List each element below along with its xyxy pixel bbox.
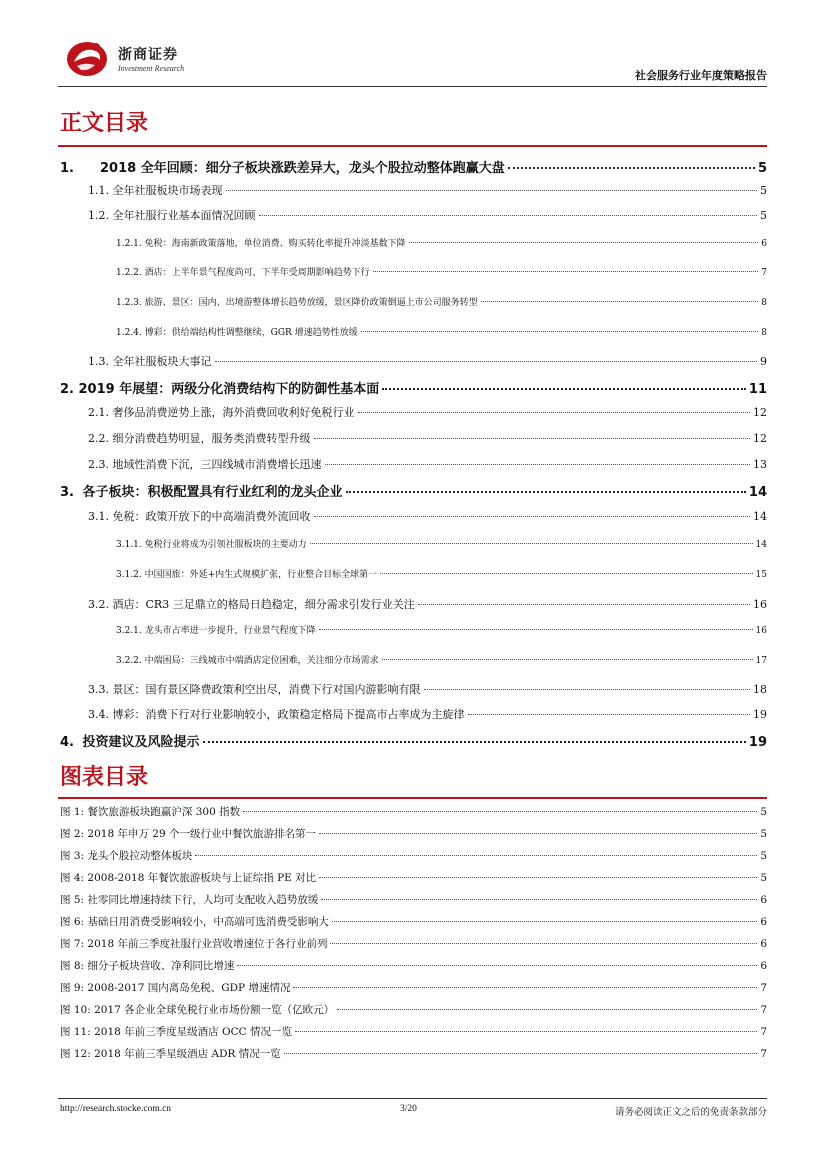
logo-english-text: Investment Research [118, 64, 185, 73]
toc-entry[interactable]: 1.2.4. 博彩：供给端结构性调整继续，GGR 增速趋势性放缓 8 [116, 328, 767, 338]
figure-entry[interactable]: 图 7: 2018 年前三季度社服行业营收增速位于各行业前列 6 [60, 938, 767, 950]
toc-entry[interactable]: 2.3. 地域性消费下沉，三四线城市消费增长迅速 13 [88, 458, 767, 471]
toc-entry[interactable]: 3. 各子板块：积极配置具有行业红利的龙头企业 14 [60, 485, 767, 500]
figure-entry[interactable]: 图 2: 2018 年申万 29 个一级行业中餐饮旅游排名第一 5 [60, 828, 767, 840]
toc-entry[interactable]: 1.2. 全年社服行业基本面情况回顾 5 [88, 209, 767, 222]
toc-entry[interactable]: 1.2.2. 酒店：上半年景气程度尚可，下半年受周期影响趋势下行 7 [116, 268, 767, 278]
figure-entry[interactable]: 图 12: 2018 年前三季星级酒店 ADR 情况一览 7 [60, 1048, 767, 1060]
figure-entry[interactable]: 图 10: 2017 各企业全球免税行业市场份额一览（亿欧元） 7 [60, 1004, 767, 1016]
toc-entry[interactable]: 3.1.1. 免税行业将成为引领社服板块的主要动力 14 [116, 540, 767, 550]
toc-entry[interactable]: 3.4. 博彩：消费下行对行业影响较小，政策稳定格局下提高市占率成为主旋律 19 [88, 708, 767, 721]
figure-entry[interactable]: 图 1: 餐饮旅游板块跑赢沪深 300 指数 5 [60, 806, 767, 818]
toc-entry[interactable]: 2.2. 细分消费趋势明显，服务类消费转型升级 12 [88, 432, 767, 445]
toc-title: 正文目录 [60, 111, 149, 136]
figure-entry[interactable]: 图 4: 2008-2018 年餐饮旅游板块与上证综指 PE 对比 5 [60, 872, 767, 884]
zheshang-logo-icon [65, 38, 109, 78]
toc-title-divider [58, 145, 767, 147]
figures-title-divider [58, 797, 767, 799]
figure-entry[interactable]: 图 3: 龙头个股拉动整体板块 5 [60, 850, 767, 862]
toc-entry[interactable]: 3.1. 免税：政策开放下的中高端消费外流回收 14 [88, 510, 767, 523]
header-divider [58, 86, 767, 87]
figure-entry[interactable]: 图 9: 2008-2017 国内离岛免税、GDP 增速情况 7 [60, 982, 767, 994]
figures-title: 图表目录 [60, 765, 149, 790]
toc-entry[interactable]: 1.1. 全年社服板块市场表现 5 [88, 184, 767, 197]
toc-entry[interactable]: 1.3. 全年社服板块大事记 9 [88, 355, 767, 368]
figure-entry[interactable]: 图 8: 细分子板块营收、净利同比增速 6 [60, 960, 767, 972]
toc-entry[interactable]: 3.3. 景区：国有景区降费政策利空出尽，消费下行对国内游影响有限 18 [88, 683, 767, 696]
toc-entry[interactable]: 3.2. 酒店：CR3 三足鼎立的格局日趋稳定，细分需求引发行业关注 16 [88, 598, 767, 611]
report-type-label: 社会服务行业年度策略报告 [635, 69, 767, 82]
toc-entry[interactable]: 1.2.1. 免税：海南新政策落地，单位消费、购买转化率提升冲淡基数下降 6 [116, 239, 767, 249]
toc-entry[interactable]: 3.2.1. 龙头市占率进一步提升，行业景气程度下降 16 [116, 626, 767, 636]
toc-entry[interactable]: 2. 2019 年展望：两级分化消费结构下的防御性基本面 11 [60, 382, 767, 397]
toc-entry[interactable]: 4. 投资建议及风险提示 19 [60, 735, 767, 750]
figure-entry[interactable]: 图 6: 基础日用消费受影响较小，中高端可选消费受影响大 6 [60, 916, 767, 928]
toc-entry[interactable]: 1.2.3. 旅游、景区：国内、出境游整体增长趋势放缓，景区降价政策倒逼上市公司服务转型 8 [116, 298, 767, 308]
page-header [60, 38, 767, 88]
footer-page-number: 3/20 [400, 1104, 417, 1114]
figure-entry[interactable]: 图 5: 社零同比增速持续下行，人均可支配收入趋势放缓 6 [60, 894, 767, 906]
toc-entry[interactable]: 3.1.2. 中国国旅：外延+内生式规模扩张，行业整合目标全球第一 15 [116, 570, 767, 580]
toc-entry[interactable]: 2.1. 奢侈品消费逆势上涨，海外消费回收利好免税行业 12 [88, 406, 767, 419]
logo-chinese-text: 浙商证券 [118, 47, 178, 63]
toc-entry[interactable]: 1. 2018 全年回顾：细分子板块涨跌差异大，龙头个股拉动整体跑赢大盘 5 [60, 161, 767, 176]
toc-entry[interactable]: 3.2.2. 中端困局：三线城市中端酒店定位困难，关注细分市场需求 17 [116, 656, 767, 666]
footer-url-link[interactable]: http://research.stocke.com.cn [60, 1104, 172, 1114]
figure-entry[interactable]: 图 11: 2018 年前三季度星级酒店 OCC 情况一览 7 [60, 1026, 767, 1038]
footer-divider [58, 1098, 767, 1099]
footer-disclaimer: 请务必阅读正文之后的免责条款部分 [614, 1108, 767, 1118]
